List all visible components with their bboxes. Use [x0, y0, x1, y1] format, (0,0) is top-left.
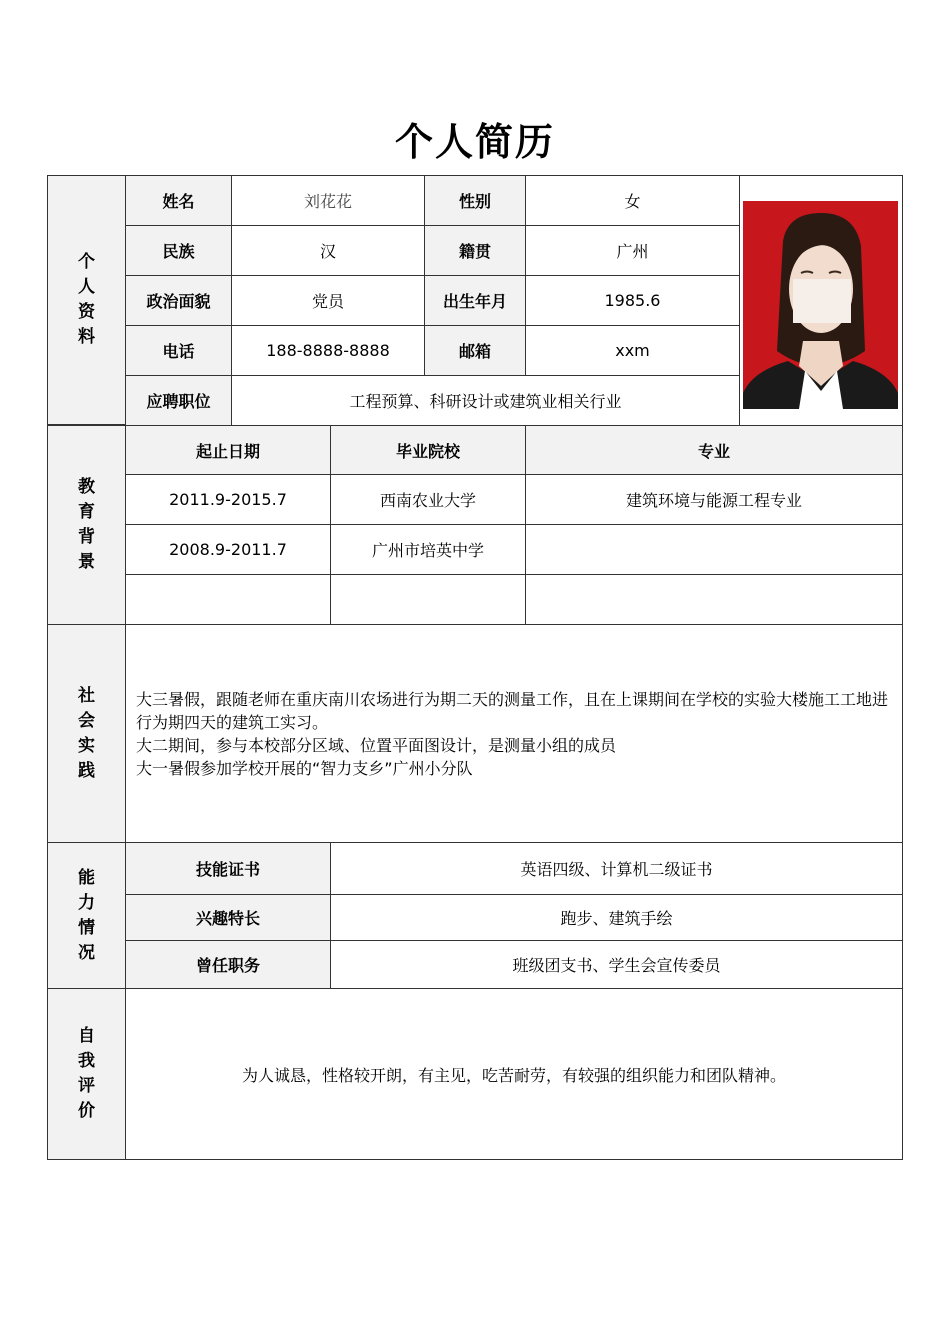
- section-practice: [47, 624, 126, 843]
- edu-header-school: 毕业院校: [330, 425, 526, 475]
- label-email: 邮箱: [424, 325, 526, 376]
- ability-label-hobbies: 兴趣特长: [125, 894, 331, 941]
- edu-row-1-major: 建筑环境与能源工程专业: [525, 474, 903, 525]
- section-ability-label: 能力情况: [78, 867, 95, 963]
- ability-label-skills: 技能证书: [125, 842, 331, 895]
- practice-content: [125, 624, 903, 843]
- section-personal-label: 个人资料: [78, 252, 95, 347]
- edu-header-date: 起止日期: [125, 425, 331, 475]
- profile-photo: [743, 201, 898, 409]
- value-position: 工程预算、科研设计或建筑业相关行业: [231, 375, 740, 426]
- edu-row-3-major: [525, 574, 903, 625]
- page-title: 个人简历: [394, 120, 555, 164]
- edu-row-2-date: 2008.9-2011.7: [125, 524, 331, 575]
- edu-row-3-school: [330, 574, 526, 625]
- label-phone: 电话: [125, 325, 232, 376]
- section-education-label: 教育背景: [78, 477, 95, 572]
- section-practice-label: 社会实践: [78, 685, 95, 781]
- edu-row-2-major: [525, 524, 903, 575]
- practice-line-1: 大三暑假，跟随老师在重庆南川农场进行为期二天的测量工作，且在上课期间在学校的实验大楼施工工地进行为期四天的建筑工实习。: [136, 689, 889, 732]
- ability-label-roles: 曾任职务: [125, 940, 331, 989]
- practice-line-2: 大二期间，参与本校部分区域、位置平面图设计，是测量小组的成员: [136, 735, 617, 755]
- section-self-eval-label: 自我评价: [78, 1026, 95, 1121]
- ability-value-hobbies: 跑步、建筑手绘: [330, 894, 903, 941]
- value-email: xxm: [525, 325, 740, 376]
- value-gender: 女: [525, 175, 740, 226]
- section-ability: [47, 842, 126, 989]
- value-native: 广州: [525, 225, 740, 276]
- label-native: 籍贯: [424, 225, 526, 276]
- edu-header-major: 专业: [525, 425, 903, 475]
- section-personal: [47, 175, 126, 425]
- label-position: 应聘职位: [125, 375, 232, 426]
- label-birth: 出生年月: [424, 275, 526, 326]
- value-ethnicity: 汉: [231, 225, 425, 276]
- section-self-eval: [47, 988, 126, 1160]
- self-eval-content: 为人诚恳，性格较开朗，有主见，吃苦耐劳，有较强的组织能力和团队精神。: [125, 988, 903, 1160]
- value-name: 刘花花: [231, 175, 425, 226]
- edu-row-2-school: 广州市培英中学: [330, 524, 526, 575]
- edu-row-1-date: 2011.9-2015.7: [125, 474, 331, 525]
- label-gender: 性别: [424, 175, 526, 226]
- profile-photo-image: [743, 201, 898, 409]
- label-name: 姓名: [125, 175, 232, 226]
- value-political: 党员: [231, 275, 425, 326]
- ability-value-roles: 班级团支书、学生会宣传委员: [330, 940, 903, 989]
- edu-row-1-school: 西南农业大学: [330, 474, 526, 525]
- section-education: [47, 425, 126, 625]
- label-political: 政治面貌: [125, 275, 232, 326]
- value-phone: 188-8888-8888: [231, 325, 425, 376]
- edu-row-3-date: [125, 574, 331, 625]
- practice-line-3: 大一暑假参加学校开展的“智力支乡”广州小分队: [136, 758, 473, 778]
- ability-value-skills: 英语四级、计算机二级证书: [330, 842, 903, 895]
- value-birth: 1985.6: [525, 275, 740, 326]
- label-ethnicity: 民族: [125, 225, 232, 276]
